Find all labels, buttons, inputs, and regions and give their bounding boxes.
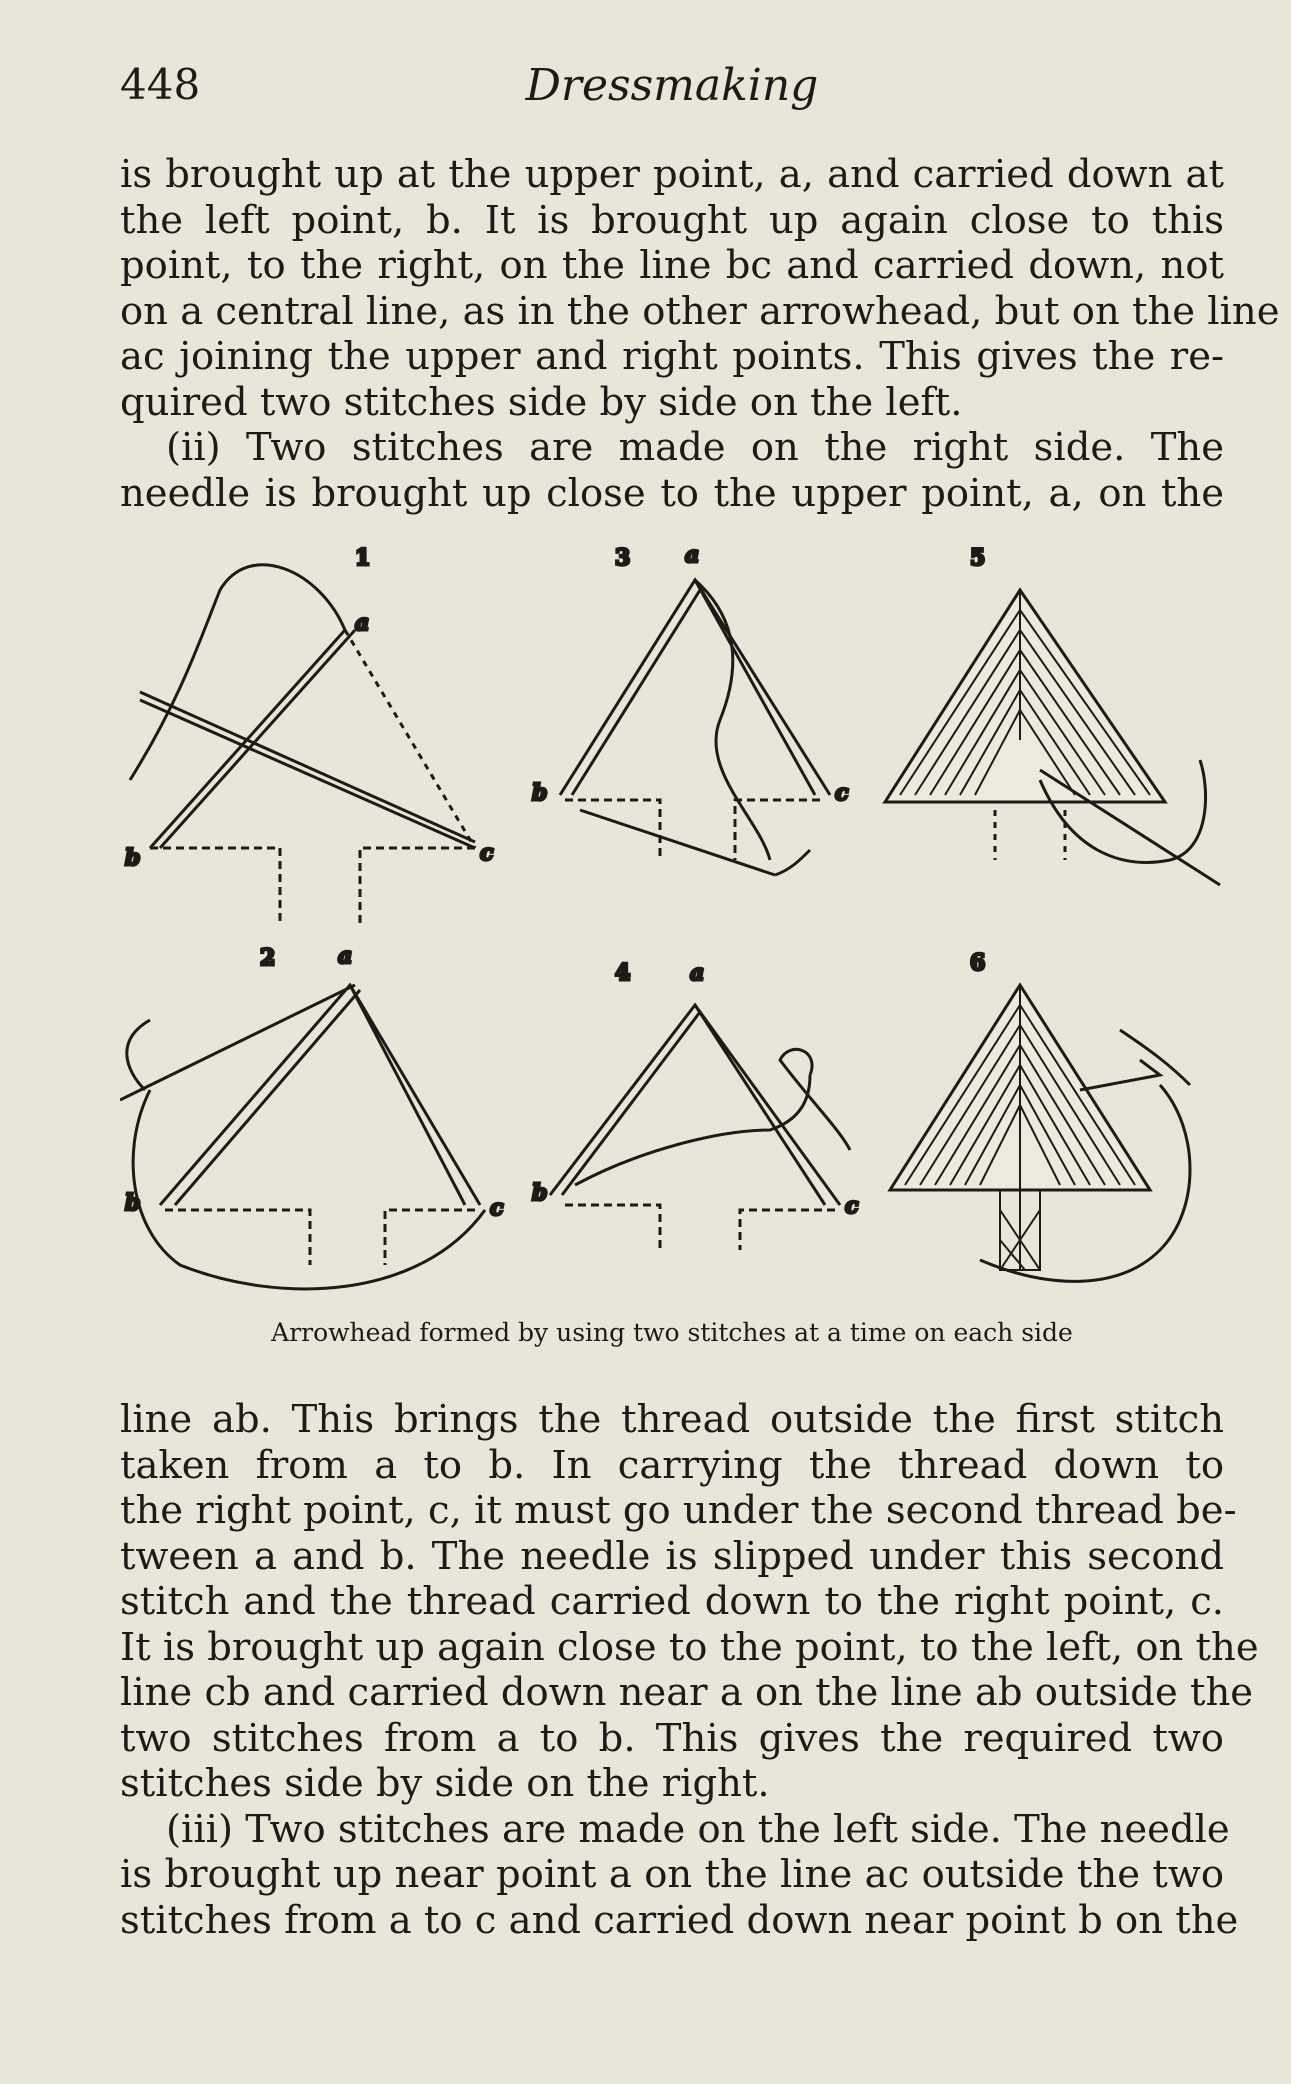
- text-block-top: [120, 152, 1280, 516]
- text-line: quired two stitches side by side on the left.: [120, 379, 963, 425]
- text-line: It is brought up again close to the point, to the left, on the: [120, 1624, 1259, 1670]
- panel-1-number: 1: [355, 545, 371, 571]
- running-title: Dressmaking: [525, 60, 819, 111]
- text-line: on a central line, as in the other arrowhead, but on the line: [120, 288, 1280, 334]
- point-b-label: b: [125, 1190, 141, 1216]
- point-b-label: b: [125, 845, 141, 871]
- point-a-label: a: [690, 960, 705, 986]
- point-b-label: b: [532, 1180, 548, 1206]
- text-line: ac joining the upper and right points. This gives the re-: [120, 334, 1224, 379]
- text-line: taken from a to b. In carrying the thread down to: [120, 1442, 1224, 1488]
- point-b-label: b: [532, 780, 548, 806]
- page-number: 448: [120, 60, 201, 109]
- panel-6-number: 6: [970, 950, 986, 976]
- point-c-label: c: [480, 840, 494, 866]
- panel-3-diagram: [532, 542, 849, 875]
- arrowhead-illustrations: [120, 530, 1240, 1310]
- point-a-label: a: [685, 542, 700, 568]
- panel-2-diagram: [120, 943, 504, 1289]
- text-line: tween a and b. The needle is slipped under this second: [120, 1533, 1224, 1579]
- text-line: (ii) Two stitches are made on the right side. The: [166, 425, 1224, 470]
- point-c-label: c: [845, 1193, 859, 1219]
- point-c-label: c: [490, 1195, 504, 1221]
- text-line: needle is brought up close to the upper point, a, on the: [120, 470, 1224, 516]
- panel-3-number: 3: [615, 545, 631, 571]
- text-line: stitch and the thread carried down to the right point, c.: [120, 1579, 1224, 1624]
- point-a-label: a: [355, 610, 370, 636]
- figure-caption: Arrowhead formed by using two stitches at a time on each side: [271, 1318, 1073, 1347]
- text-line: point, to the right, on the line bc and carried down, not: [120, 243, 1224, 288]
- page-header: [120, 60, 1224, 120]
- text-line: is brought up near point a on the line ac outside the two: [120, 1852, 1224, 1897]
- panel-5-diagram: [885, 545, 1220, 885]
- panel-1-diagram: [125, 545, 494, 925]
- text-line: stitches side by side on the right.: [120, 1761, 770, 1806]
- panel-6-diagram: [890, 950, 1190, 1281]
- arrowhead-figure: [120, 530, 1240, 1310]
- panel-4-number: 4: [615, 960, 631, 986]
- text-line: the right point, c, it must go under the second thread be-: [120, 1488, 1237, 1533]
- text-block-bottom: [120, 1397, 1259, 1943]
- text-line: the left point, b. It is brought up again close to this: [120, 197, 1224, 243]
- text-line: two stitches from a to b. This gives the required two: [120, 1715, 1224, 1761]
- text-line: is brought up at the upper point, a, and carried down at: [120, 152, 1224, 197]
- text-line: stitches from a to c and carried down near point b on the: [120, 1897, 1239, 1943]
- panel-5-number: 5: [970, 545, 986, 571]
- text-line: line cb and carried down near a on the line ab outside the: [120, 1670, 1254, 1715]
- point-c-label: c: [835, 780, 849, 806]
- text-line: (iii) Two stitches are made on the left side. The needle: [166, 1806, 1230, 1852]
- text-line: line ab. This brings the thread outside the first stitch: [120, 1397, 1224, 1442]
- panel-4-diagram: [532, 960, 859, 1250]
- point-a-label: a: [338, 943, 353, 969]
- panel-2-number: 2: [260, 945, 276, 971]
